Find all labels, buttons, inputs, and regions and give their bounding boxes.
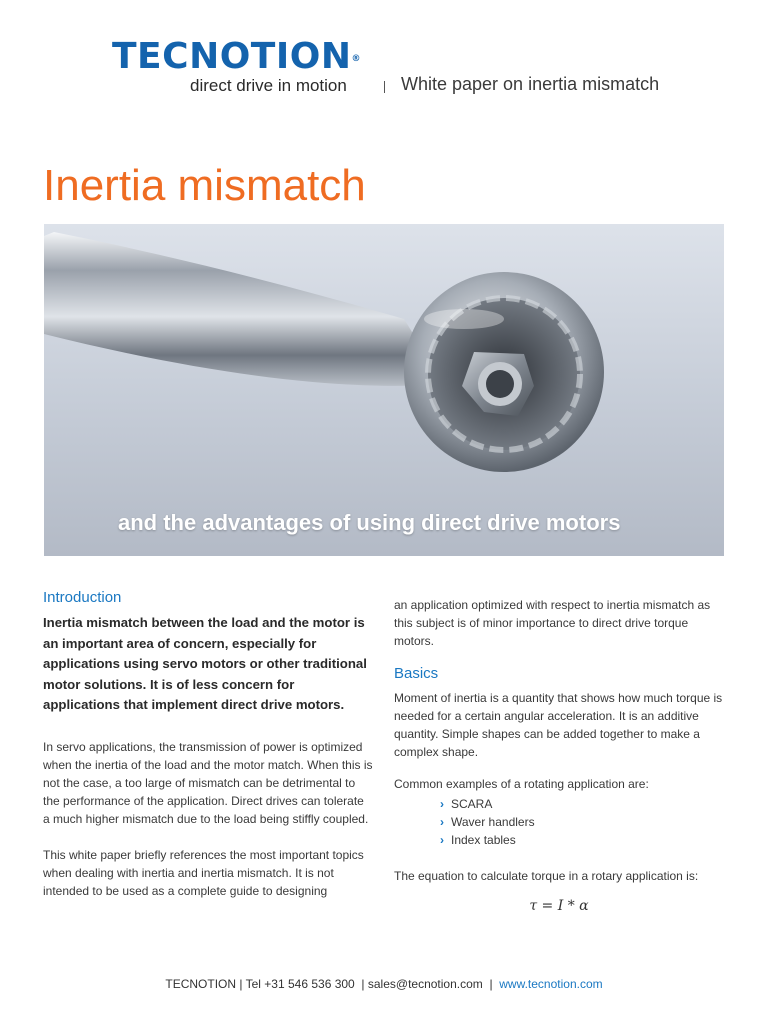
hero-caption: and the advantages of using direct drive motors <box>118 510 621 535</box>
right-column <box>394 596 724 915</box>
header-divider <box>384 81 385 93</box>
basics-paragraph-3: The equation to calculate torque in a rotary application is: <box>394 869 699 883</box>
wrench-shaft <box>44 232 444 386</box>
list-item: › SCARA <box>440 797 493 811</box>
page-title: Inertia mismatch <box>43 161 366 210</box>
intro-paragraph-2-continued: an application optimized with respect to inertia mismatch as this subject is of minor importance to direct drive torque motors. <box>394 598 711 648</box>
document-label: White paper on inertia mismatch <box>401 74 660 94</box>
basics-heading: Basics <box>394 665 439 682</box>
brand-tagline: direct drive in motion <box>190 76 347 95</box>
intro-paragraph-2: This white paper briefly references the most important topics when dealing with inertia and inertia mismatch. It is not intended to be used as a complete guide to designing <box>43 847 364 898</box>
chevron-right-icon: › <box>440 815 444 829</box>
footer-company: TECNOTION <box>165 977 237 991</box>
intro-heading: Introduction <box>43 589 122 606</box>
intro-paragraph-1: In servo applications, the transmission of power is optimized when the inertia of the load and the motor match. When this is not the case, a too large of mismatch can be detrimental to the performance of the application. Direct drives can tolerate a much higher mismatch due to the load being stiffly coupled. <box>43 739 373 826</box>
brand-logo <box>112 38 361 76</box>
left-column <box>43 588 373 918</box>
chevron-right-icon: › <box>440 797 444 811</box>
chevron-right-icon: › <box>440 833 444 847</box>
list-item: › Index tables <box>440 833 516 847</box>
hero-image <box>44 224 724 556</box>
basics-paragraph-1: Moment of inertia is a quantity that shows how much torque is needed for a certain angular acceleration. It is an additive quantity. Simple shapes can be added together to make a complex shape. <box>394 691 723 759</box>
footer-email[interactable]: sales@tecnotion.com <box>367 977 483 991</box>
list-item: › Waver handlers <box>440 815 535 829</box>
footer-website-link[interactable]: www.tecnotion.com <box>499 977 603 991</box>
footer-phone: Tel +31 546 536 300 <box>245 977 355 991</box>
logo-text: TECNOTION <box>112 36 352 77</box>
wrench-illustration <box>44 224 724 556</box>
application-list <box>440 795 724 849</box>
torque-equation: τ = I * α <box>529 898 589 914</box>
page-footer: TECNOTION | Tel +31 546 536 300 | sales@tecnotion.com | www.tecnotion.com <box>165 977 603 991</box>
intro-lead: Inertia mismatch between the load and the motor is an important area of concern, especially for applications using servo motors or other traditional motor solutions. It is of less concern for applications that implement direct drive motors. <box>43 615 367 712</box>
logo-wordmark <box>112 38 361 76</box>
registered-mark: ® <box>351 54 361 64</box>
basics-paragraph-2: Common examples of a rotating application are: <box>394 777 649 791</box>
